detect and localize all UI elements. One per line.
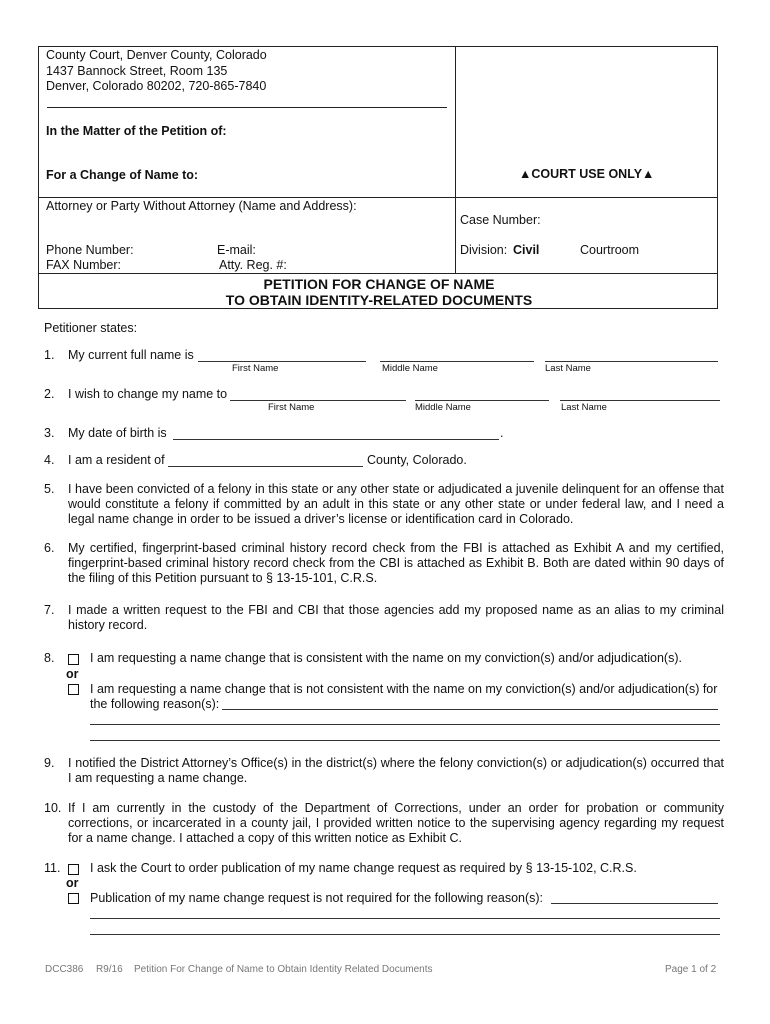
- item-9-number: 9.: [44, 756, 55, 770]
- first-name-label: First Name: [232, 363, 279, 374]
- footer-revision: R9/16: [96, 964, 123, 975]
- document-title-line-2: TO OBTAIN IDENTITY-RELATED DOCUMENTS: [225, 292, 533, 308]
- item-11-number: 11.: [44, 861, 61, 875]
- item-8-option-a: I am requesting a name change that is consistent with the name on my conviction(s) and/or adjudication(s).: [90, 651, 682, 665]
- courtroom-label: Courtroom: [580, 243, 640, 257]
- item-4-end: County, Colorado.: [367, 453, 467, 467]
- attorney-heading: Attorney or Party Without Attorney (Name and Address):: [46, 199, 357, 213]
- caption-box: [38, 46, 718, 309]
- item-8-checkbox-a[interactable]: [68, 654, 79, 665]
- change-to-label: For a Change of Name to:: [46, 168, 199, 182]
- new-first-name-line[interactable]: [230, 400, 406, 401]
- item-8-reason-line-3[interactable]: [90, 740, 720, 741]
- footer-page-number: Page 1 of 2: [665, 964, 717, 975]
- new-middle-name-line[interactable]: [415, 400, 549, 401]
- footer-document-name: Petition For Change of Name to Obtain Identity Related Documents: [134, 964, 433, 975]
- item-11-option-b: Publication of my name change request is not required for the following reason(s):: [90, 891, 544, 905]
- last-name-line[interactable]: [545, 361, 718, 362]
- item-7-number: 7.: [44, 603, 55, 617]
- division-value: Civil: [513, 243, 540, 257]
- item-8-checkbox-b[interactable]: [68, 684, 79, 695]
- item-11-or: or: [66, 876, 79, 890]
- item-11-reason-line-3[interactable]: [90, 934, 720, 935]
- middle-name-label: Middle Name: [382, 363, 438, 374]
- item-11-reason-line-1[interactable]: [551, 903, 718, 904]
- atty-reg-label: Atty. Reg. #:: [219, 258, 287, 272]
- item-10-text: If I am currently in the custody of the Department of Corrections, under an order for probation or community corrections, or incarcerated in a county jail, I provided written notice to the supervising agency regarding my request for a name change. I attached a copy of this written notice as Exhibit C.: [68, 801, 724, 845]
- item-11-checkbox-b[interactable]: [68, 893, 79, 904]
- item-11-checkbox-a[interactable]: [68, 864, 79, 875]
- new-middle-name-label: Middle Name: [415, 402, 471, 413]
- county-line[interactable]: [168, 466, 363, 467]
- item-8-number: 8.: [44, 651, 55, 665]
- item-3-end: .: [500, 426, 504, 440]
- date-of-birth-line[interactable]: [173, 439, 499, 440]
- item-4-text: I am a resident of: [68, 453, 165, 467]
- item-4-number: 4.: [44, 453, 55, 467]
- item-8-reason-line-2[interactable]: [90, 724, 720, 725]
- item-11-option-a: I ask the Court to order publication of my name change request as required by § 13-15-102, C.R.S.: [90, 861, 637, 875]
- item-8-or: or: [66, 667, 79, 681]
- item-5-text: I have been convicted of a felony in this state or any other state or adjudicated a juvenile delinquent for an offense that would constitute a felony if committed by an adult in this state or any other state or under federal law, and I need a legal name change in order to be issued a driver’s license or identification card in Colorado.: [68, 482, 724, 526]
- court-line-1: County Court, Denver County, Colorado: [46, 48, 267, 62]
- item-3-number: 3.: [44, 426, 55, 440]
- phone-label: Phone Number:: [46, 243, 134, 257]
- new-last-name-line[interactable]: [560, 400, 720, 401]
- footer-form-code: DCC386: [45, 964, 84, 975]
- first-name-line[interactable]: [198, 361, 366, 362]
- item-2-text: I wish to change my name to: [68, 387, 228, 401]
- email-label: E-mail:: [217, 243, 256, 257]
- item-6-number: 6.: [44, 541, 55, 555]
- document-title-line-1: PETITION FOR CHANGE OF NAME: [263, 276, 495, 292]
- matter-label: In the Matter of the Petition of:: [46, 124, 227, 138]
- item-8-option-b-line-1: I am requesting a name change that is not consistent with the name on my conviction(s) and/or adjudication(s) for: [90, 682, 718, 696]
- intro-text: Petitioner states:: [44, 321, 138, 335]
- item-2-number: 2.: [44, 387, 55, 401]
- court-line-3: Denver, Colorado 80202, 720-865-7840: [46, 79, 267, 93]
- item-3-text: My date of birth is: [68, 426, 167, 440]
- case-number-label: Case Number:: [460, 213, 541, 227]
- item-8-reason-line-1[interactable]: [222, 709, 718, 710]
- court-line-2: 1437 Bannock Street, Room 135: [46, 64, 228, 78]
- item-6-text: My certified, fingerprint-based criminal history record check from the FBI is attached as Exhibit A and my certified, fingerprint-based criminal history record check from the CBI is attached as Exhibit B. Both are dated within 90 days of the filing of this Petition pursuant to § 13-15-101, C.R.S.: [68, 541, 724, 585]
- item-7-text: I made a written request to the FBI and CBI that those agencies add my proposed name as an alias to my criminal history record.: [68, 603, 724, 632]
- item-9-text: I notified the District Attorney’s Office(s) in the district(s) where the felony conviction(s) or adjudication(s) occurred that I am requesting a name change.: [68, 756, 724, 785]
- new-last-name-label: Last Name: [561, 402, 607, 413]
- item-11-reason-line-2[interactable]: [90, 918, 720, 919]
- fax-label: FAX Number:: [46, 258, 122, 272]
- division-label: Division:: [460, 243, 508, 257]
- new-first-name-label: First Name: [268, 402, 315, 413]
- item-8-option-b-line-2: the following reason(s):: [90, 697, 220, 711]
- last-name-label: Last Name: [545, 363, 591, 374]
- item-1-number: 1.: [44, 348, 55, 362]
- item-1-text: My current full name is: [68, 348, 194, 362]
- item-5-number: 5.: [44, 482, 55, 496]
- court-use-only: ▲COURT USE ONLY▲: [519, 167, 655, 181]
- middle-name-line[interactable]: [380, 361, 534, 362]
- item-10-number: 10.: [44, 801, 62, 815]
